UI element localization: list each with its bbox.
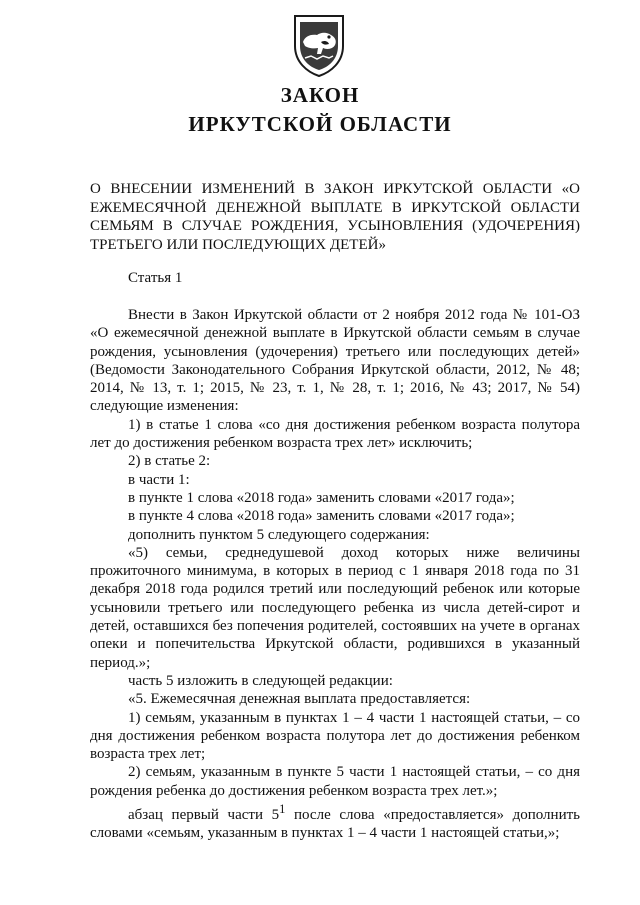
paragraph: 1) семьям, указанным в пунктах 1 – 4 части 1 настоящей статьи, – со дня достижения ребенком возраста полутора лет до достижения ребенком возраста трех лет;: [90, 709, 580, 763]
paragraph-last: [90, 800, 580, 843]
paragraph-last-start: абзац первый части 5: [128, 807, 280, 824]
paragraph: Внести в Закон Иркутской области от 2 ноября 2012 года № 101-ОЗ «О ежемесячной денежной выплате в Иркутской области семьям в случае рождения, усыновления (удочерения) третьего или последующих детей» (Ведомости Законодательного Собрания Иркутской области, 2012, № 48; 2014, № 13, т. 1; 2015, № 23, т. 1, № 28, т. 1; 2016, № 43; 2017, № 54) следующие изменения:: [90, 307, 580, 415]
paragraph: в части 1:: [128, 471, 190, 488]
paragraph: «5) семьи, среднедушевой доход которых ниже величины прожиточного минимума, в которых в период с 1 января 2018 года по 31 декабря 2018 года родился третий или последующий ребенок или которые усыновили третьего или последующего ребенка из числа детей-сирот и детей, оставшихся без попечения родителей, состоявших на учете в органах опеки и попечительства Иркутской области, родившихся в указанный период.»;: [90, 544, 580, 671]
paragraph: в пункте 4 слова «2018 года» заменить словами «2017 года»;: [128, 508, 515, 525]
paragraph: 1) в статье 1 слова «со дня достижения ребенком возраста полутора лет до достижения ребенком возраста трех лет» исключить;: [90, 416, 580, 452]
paragraph: в пункте 1 слова «2018 года» заменить словами «2017 года»;: [128, 489, 515, 506]
paragraph: 2) в статье 2:: [128, 453, 211, 470]
paragraph: дополнить пунктом 5 следующего содержания:: [128, 526, 430, 543]
paragraph: «5. Ежемесячная денежная выплата предоставляется:: [128, 691, 471, 708]
irkutsk-coat-of-arms-icon: [291, 12, 347, 78]
law-title-line-2: ИРКУТСКОЙ ОБЛАСТИ: [188, 112, 452, 136]
paragraph: часть 5 изложить в следующей редакции:: [128, 672, 393, 689]
article-body: [90, 306, 580, 843]
law-title-line-1: ЗАКОН: [280, 83, 360, 107]
superscript: 1: [279, 802, 286, 817]
paragraph: 2) семьям, указанным в пункте 5 части 1 настоящей статьи, – со дня рождения ребенка до достижения ребенком возраста трех лет.»;: [90, 764, 580, 799]
law-subject: О ВНЕСЕНИИ ИЗМЕНЕНИЙ В ЗАКОН ИРКУТСКОЙ ОБЛАСТИ «О ЕЖЕМЕСЯЧНОЙ ДЕНЕЖНОЙ ВЫПЛАТЕ В ИРКУТСКОЙ ОБЛАСТИ СЕМЬЯМ В СЛУЧАЕ РОЖДЕНИЯ, УСЫНОВЛЕНИЯ (УДОЧЕРЕНИЯ) ТРЕТЬЕГО ИЛИ ПОСЛЕДУЮЩИХ ДЕТЕЙ»: [90, 181, 580, 253]
article-heading: Статья 1: [128, 270, 183, 286]
paragraph-last-end: после слова «предоставляется» дополнить словами «семьям, указанным в пунктах 1 – 4 части 1 настоящей статьи,»;: [90, 807, 580, 842]
